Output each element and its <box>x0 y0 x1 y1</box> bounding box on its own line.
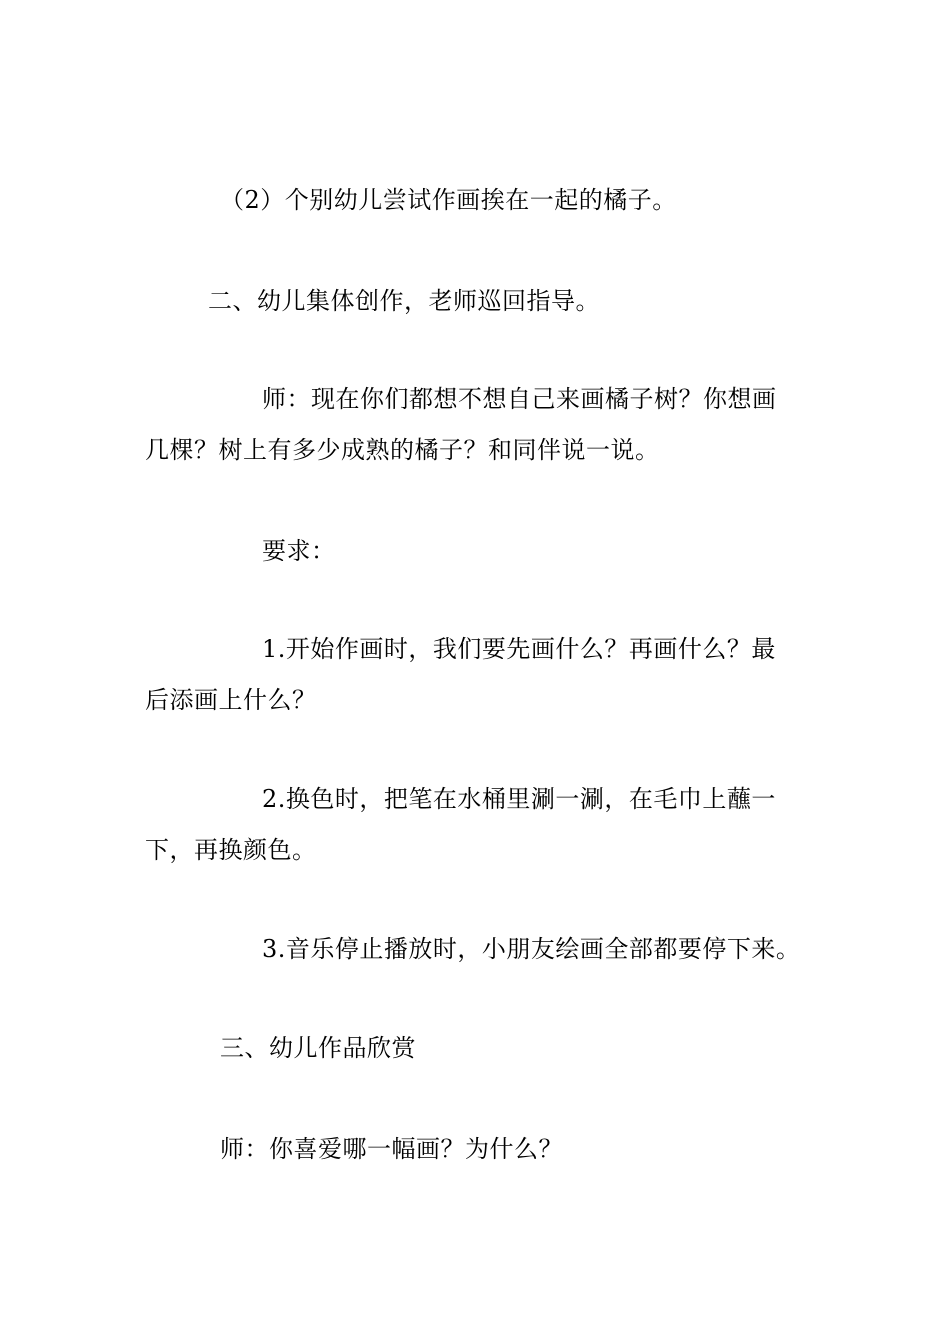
paragraph-line: （2）个别幼儿尝试作画挨在一起的橘子。 <box>220 186 677 214</box>
list-item: 3.音乐停止播放时，小朋友绘画全部都要停下来。 <box>262 935 801 963</box>
list-item: 1.开始作画时，我们要先画什么？再画什么？最 <box>262 635 776 663</box>
list-item-continuation: 下，再换颜色。 <box>145 836 317 864</box>
paragraph-line: 要求： <box>262 537 336 565</box>
section-heading: 二、幼儿集体创作，老师巡回指导。 <box>208 287 600 315</box>
paragraph-line: 几棵？树上有多少成熟的橘子？和同伴说一说。 <box>145 436 660 464</box>
section-heading: 三、幼儿作品欣赏 <box>220 1034 416 1062</box>
list-item: 2.换色时，把笔在水桶里涮一涮，在毛巾上蘸一 <box>262 785 776 813</box>
paragraph-line: 师：你喜爱哪一幅画？为什么？ <box>220 1135 563 1163</box>
list-item-continuation: 后添画上什么？ <box>145 686 317 714</box>
paragraph-line: 师：现在你们都想不想自己来画橘子树？你想画 <box>262 385 777 413</box>
